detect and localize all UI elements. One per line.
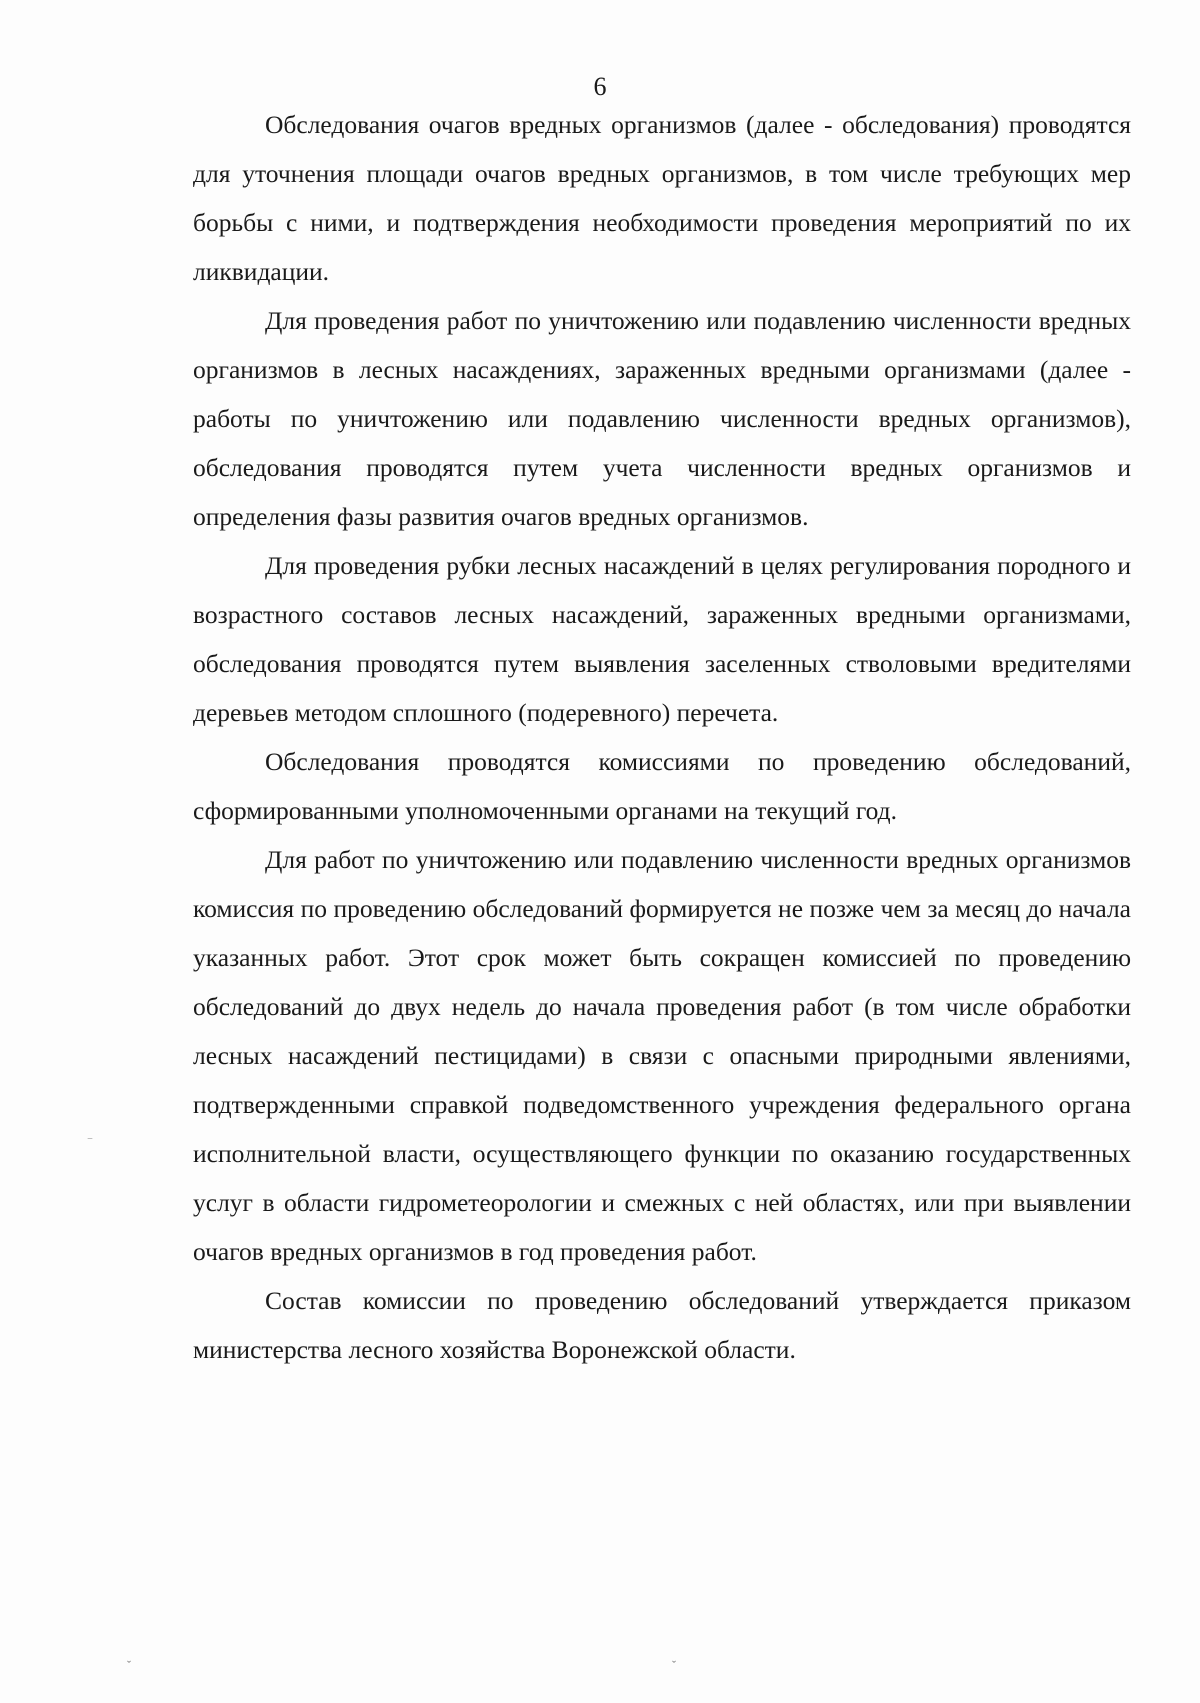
scan-speck: ˇ (672, 1658, 676, 1672)
scan-speck: ‾ (88, 1137, 92, 1151)
document-body (193, 100, 1131, 1374)
paragraph-1: Обследования очагов вредных организмов (далее - обследования) проводятся для уточнения площади очагов вредных организмов, в том числе требующих мер борьбы с ними, и подтверждения необходимости проведения мероприятий по их ликвидации. (193, 110, 1131, 286)
paragraph-2: Для проведения работ по уничтожению или подавлению численности вредных организмов в лесных насаждениях, зараженных вредными организмами (далее - работы по уничтожению или подавлению численности вредных организмов), обследования проводятся путем учета численности вредных организмов и определения фазы развития очагов вредных организмов. (193, 306, 1131, 531)
paragraph-4: Обследования проводятся комиссиями по проведению обследований, сформированными уполномоченными органами на текущий год. (193, 747, 1131, 825)
paragraph-3: Для проведения рубки лесных насаждений в целях регулирования породного и возрастного составов лесных насаждений, зараженных вредными организмами, обследования проводятся путем выявления заселенных стволовыми вредителями деревьев методом сплошного (подеревного) перечета. (193, 551, 1131, 727)
paragraph-6: Состав комиссии по проведению обследований утверждается приказом министерства лесного хозяйства Воронежской области. (193, 1286, 1131, 1364)
scan-speck: ˇ (127, 1658, 131, 1672)
paragraph-5: Для работ по уничтожению или подавлению численности вредных организмов комиссия по проведению обследований формируется не позже чем за месяц до начала указанных работ. Этот срок может быть сокращен комиссией по проведению обследований до двух недель до начала проведения работ (в том числе обработки лесных насаждений пестицидами) в связи с опасными природными явлениями, подтвержденными справкой подведомственного учреждения федерального органа исполнительной власти, осуществляющего функции по оказанию государственных услуг в области гидрометеорологии и смежных с ней областях, или при выявлении очагов вредных организмов в год проведения работ. (193, 845, 1131, 1266)
page-number: 6 (593, 72, 607, 101)
